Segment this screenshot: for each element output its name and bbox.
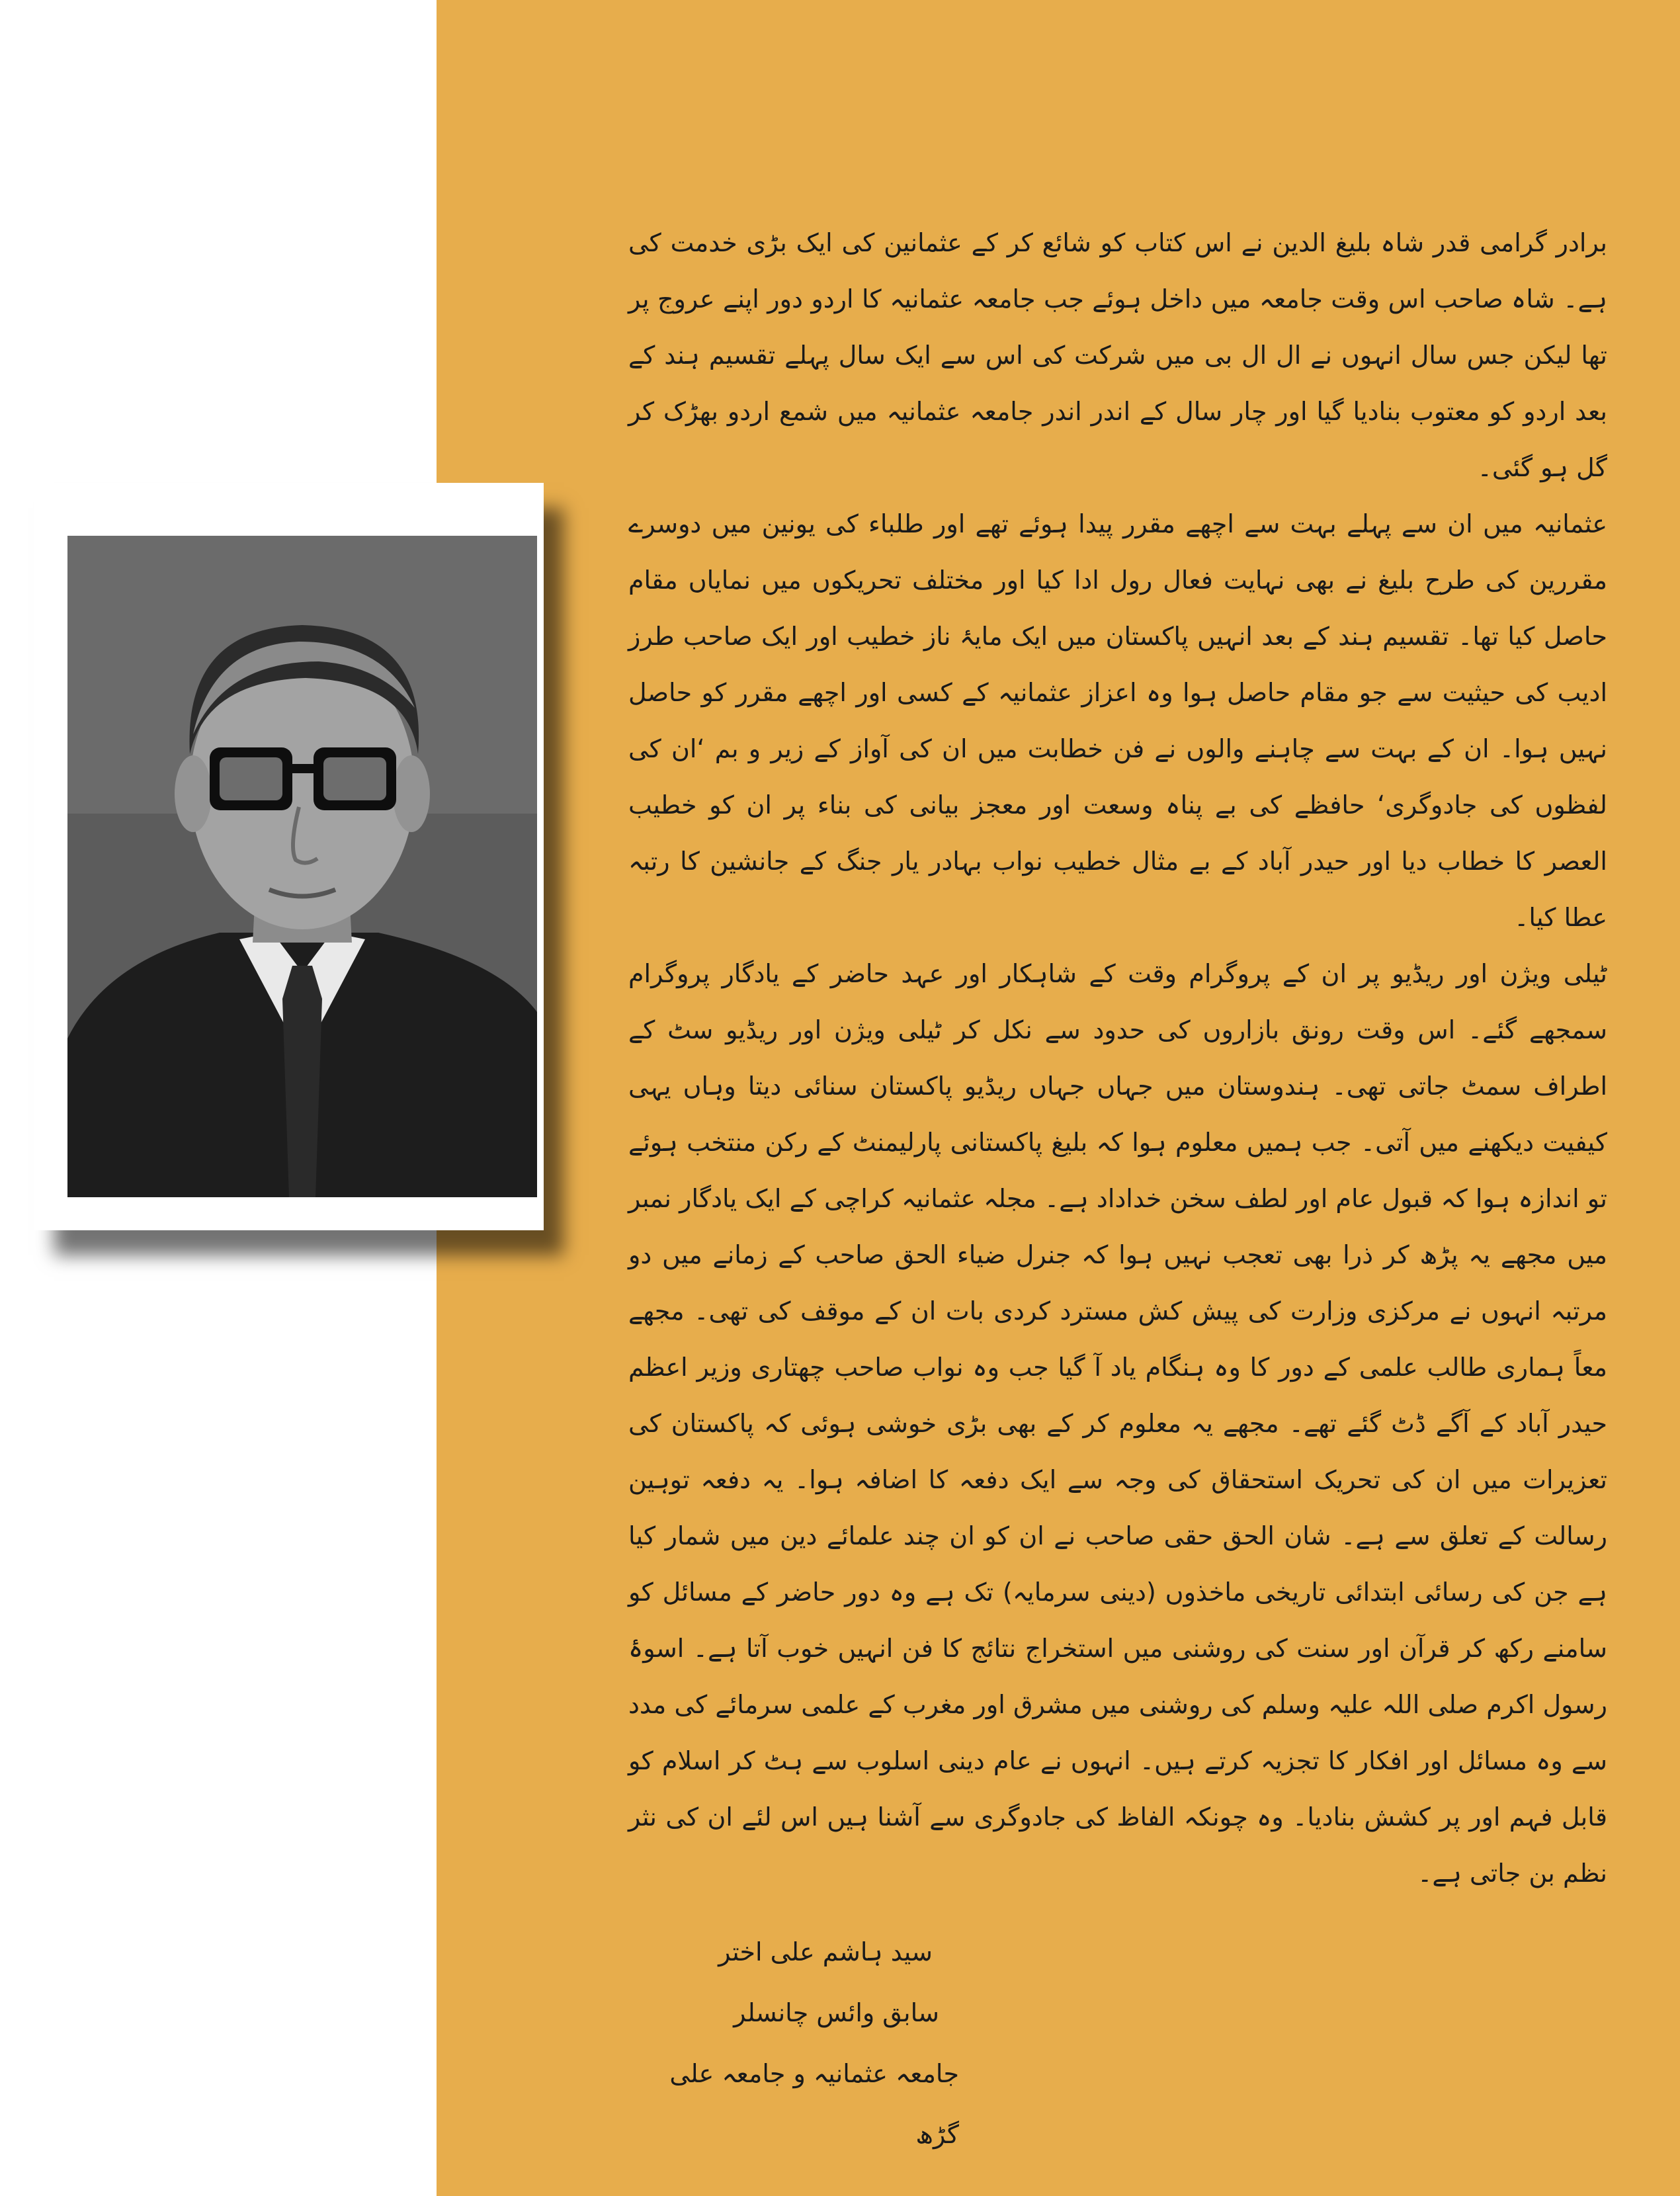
- signature-block: [628, 1922, 959, 2149]
- portrait-photo-icon: [67, 536, 537, 1197]
- paragraph: عثمانیہ میں ان سے پہلے بہت سے اچھے مقرر پیدا ہوئے تھے اور طلباء کی یونین میں دوسرے مقررین کی طرح بلیغ نے بھی نہایت فعال رول ادا کیا اور مختلف تحریکوں میں نمایاں مقام حاصل کیا تھا۔ تقسیم ہند کے بعد انہیں پاکستان میں ایک مایۂ ناز خطیب اور ایک صاحب طرز ادیب کی حیثیت سے جو مقام حاصل ہوا وہ اعزاز عثمانیہ کے کسی اور اچھے مقرر کو حاصل نہیں ہوا۔ ان کے بہت سے چاہنے والوں نے فن خطابت میں ان کی آواز کے زیر و بم ‘ان کی لفظوں کی جادوگری‘ حافظے کی بے پناہ وسعت اور معجز بیانی کی بناء پر ان کو خطیب العصر کا خطاب دیا اور حیدر آباد کے بے مثال خطیب نواب بہادر یار جنگ کے جانشین کا رتبہ عطا کیا۔: [628, 509, 1607, 932]
- article-text: [628, 215, 1607, 1902]
- signature-institution: جامعہ عثمانیہ و جامعہ علی گڑھ: [669, 2059, 959, 2149]
- signature-name: سید ہاشم علی اختر: [718, 1937, 933, 1966]
- paragraph: ٹیلی ویژن اور ریڈیو پر ان کے پروگرام وقت کے شاہکار اور عہد حاضر کے یادگار پروگرام سمجھے گئے۔ اس وقت رونق بازاروں کی حدود سے نکل کر ٹیلی ویژن اور ریڈیو سٹ کے اطراف سمٹ جاتی تھی۔ ہندوستان میں جہاں جہاں ریڈیو پاکستان سنائی دیتا وہاں یہی کیفیت دیکھنے میں آتی۔ جب ہمیں معلوم ہوا کہ بلیغ پاکستانی پارلیمنٹ کے رکن منتخب ہوئے تو اندازہ ہوا کہ قبول عام اور لطف سخن خداداد ہے۔ مجلہ عثمانیہ کراچی کے ایک یادگار نمبر میں مجھے یہ پڑھ کر ذرا بھی تعجب نہیں ہوا کہ جنرل ضیاء الحق صاحب کے زمانے میں دو مرتبہ انہوں نے مرکزی وزارت کی پیش کش مسترد کردی بات ان کے موقف کی تھی۔ مجھے معاً ہماری طالب علمی کے دور کا وہ ہنگام یاد آ گیا جب وہ نواب صاحب چھتاری وزیر اعظم حیدر آباد کے آگے ڈٹ گئے تھے۔ مجھے یہ معلوم کر کے بھی بڑی خوشی ہوئی کہ پاکستان کی تعزیرات میں ان کی تحریک استحقاق کی وجہ سے ایک دفعہ کا اضافہ ہوا۔ یہ دفعہ توہین رسالت کے تعلق سے ہے۔ شان الحق حقی صاحب نے ان کو ان چند علمائے دین میں شمار کیا ہے جن کی رسائی ابتدائی تاریخی ماخذوں (دینی سرمایہ) تک ہے وہ دور حاضر کے مسائل کو سامنے رکھ کر قرآن اور سنت کی روشنی میں استخراج نتائج کا فن انہیں خوب آتا ہے۔ اسوۂ رسول اکرم صلی اللہ علیہ وسلم کی روشنی میں مشرق اور مغرب کے علمی سرمائے کی مدد سے وہ مسائل اور افکار کا تجزیہ کرتے ہیں۔ انہوں نے عام دینی اسلوب سے ہٹ کر اسلام کو قابل فہم اور پر کشش بنادیا۔ وہ چونکہ الفاظ کی جادوگری سے آشنا ہیں اس لئے ان کی نثر نظم بن جاتی ہے۔: [628, 959, 1607, 1888]
- paragraph: برادر گرامی قدر شاہ بلیغ الدین نے اس کتاب کو شائع کر کے عثمانین کی ایک بڑی خدمت کی ہے۔ شاہ صاحب اس وقت جامعہ میں داخل ہوئے جب جامعہ عثمانیہ کا اردو دور اپنے عروج پر تھا لیکن جس سال انہوں نے ال ال بی میں شرکت کی اس سے ایک سال پہلے تقسیم ہند کے بعد اردو کو معتوب بنادیا گیا اور چار سال کے اندر اندر جامعہ عثمانیہ میں شمع اردو بھڑک کر گل ہو گئی۔: [628, 228, 1607, 482]
- signature-title: سابق وائس چانسلر: [734, 1998, 939, 2027]
- photo-frame: [34, 483, 544, 1230]
